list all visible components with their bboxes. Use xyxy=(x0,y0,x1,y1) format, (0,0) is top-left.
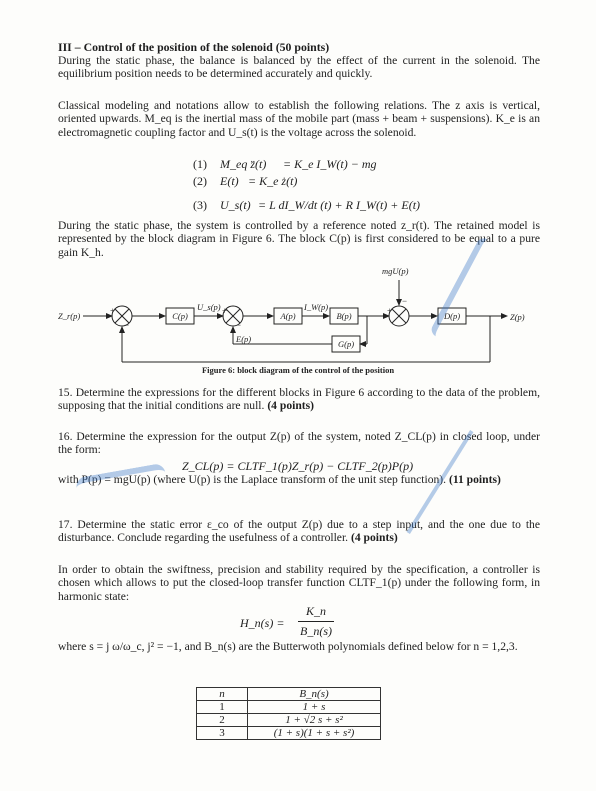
table-cell-n: 1 xyxy=(197,701,248,714)
equation-1-number: (1) xyxy=(193,157,207,171)
table-cell-n: 3 xyxy=(197,727,248,740)
equation-2-rhs: = K_e ż(t) xyxy=(248,174,298,188)
iw-label: I_W(p) xyxy=(304,302,329,312)
equation-3-rhs: = L dI_W/dt (t) + R I_W(t) + E(t) xyxy=(258,198,421,212)
question-16-text: Determine the expression for the output Z(p) of the system, noted Z_CL(p) in closed loop, under the form: xyxy=(58,430,540,457)
block-g-label: G(p) xyxy=(337,339,355,349)
table-row xyxy=(197,727,381,740)
section-heading: III – Control of the position of the solenoid (50 points) xyxy=(58,40,330,54)
question-16-with-text: with P(p) = mgU(p) (where U(p) is the Laplace transform of the unit step function). xyxy=(58,473,447,486)
hn-numerator: K_n xyxy=(305,604,326,618)
question-16-number: 16. xyxy=(58,430,73,443)
sum3-minus: − xyxy=(402,296,408,306)
table-header-row xyxy=(197,688,381,701)
block-d-label: D(p) xyxy=(443,311,461,321)
equation-3-number: (3) xyxy=(193,198,207,212)
model-paragraph: During the static phase, the system is controlled by a reference noted z_r(t). The retained model is represented by the block diagram in Figure 6. The block C(p) is first considered to be equal to a pure gain K_h. xyxy=(58,219,540,259)
table-row xyxy=(197,714,381,727)
question-16-equation: Z_CL(p) = CLTF_1(p)Z_r(p) − CLTF_2(p)P(p) xyxy=(182,459,414,473)
equation-3-lhs: U_s(t) xyxy=(220,198,251,212)
equation-2-number: (2) xyxy=(193,174,207,188)
question-17-text: Determine the static error ε_co of the output Z(p) due to a step input, and the one due to the disturbance. Conclude regarding the usefulness of a controller. xyxy=(58,518,540,545)
butterworth-table xyxy=(196,687,381,740)
block-c-label: C(p) xyxy=(172,311,188,321)
sum1-plus: + xyxy=(110,306,116,316)
hn-denominator: B_n(s) xyxy=(300,624,332,638)
output-label: Z(p) xyxy=(510,312,525,322)
question-15-points: (4 points) xyxy=(267,399,315,413)
table-cell-bn: (1 + s)(1 + s + s²) xyxy=(248,727,381,740)
table-cell-bn: 1 + s xyxy=(248,701,381,714)
input-label: Z_r(p) xyxy=(58,311,81,321)
us-label: U_s(p) xyxy=(197,302,221,312)
question-17-points: (4 points) xyxy=(350,531,398,545)
question-15 xyxy=(58,386,540,413)
question-15-number: 15. xyxy=(58,386,73,399)
table-cell-n: 2 xyxy=(197,714,248,727)
sum3-plus: + xyxy=(387,306,393,316)
sum2-minus: − xyxy=(236,320,242,330)
table-row xyxy=(197,701,381,714)
sum1-minus: − xyxy=(124,320,130,330)
equation-2-lhs: E(t) xyxy=(220,174,239,188)
question-17-number: 17. xyxy=(58,518,73,531)
controller-paragraph: In order to obtain the swiftness, precision and stability required by the specification, a controller is chosen which allows to put the closed-loop transfer function CLTF_1(p) under the following form, in harmonic state: xyxy=(58,563,540,603)
question-16-points: (11 points) xyxy=(448,473,501,486)
equation-1-rhs: = K_e I_W(t) − mg xyxy=(283,157,377,171)
question-15-text: Determine the expressions for the different blocks in Figure 6 according to the data of the problem, supposing that the initial conditions are null. xyxy=(58,386,540,413)
equation-1-lhs: M_eq z̈(t) xyxy=(220,157,267,171)
disturbance-label: mgU(p) xyxy=(382,266,409,276)
intro-paragraph-1: During the static phase, the balance is balanced by the effect of the current in the solenoid. The equilibrium position needs to be determined accurately and quickly. xyxy=(58,54,540,81)
block-a-label: A(p) xyxy=(280,311,296,321)
table-header-n: n xyxy=(197,688,248,701)
sum2-plus: + xyxy=(222,306,228,316)
hn-lhs: H_n(s) = xyxy=(240,616,285,630)
block-b-label: B(p) xyxy=(336,311,352,321)
hn-fraction-bar xyxy=(298,621,334,622)
table-cell-bn: 1 + √2 s + s² xyxy=(248,714,381,727)
ep-label: E(p) xyxy=(236,334,252,344)
figure-caption: Figure 6: block diagram of the control of the position xyxy=(201,365,395,375)
intro-paragraph-2: Classical modeling and notations allow to establish the following relations. The z axis is vertical, oriented upwards. M_eq is the inertial mass of the mobile part (mass + beam + suspensions). K_e is an electromagnetic coupling factor and U_s(t) is the voltage across the solenoid. xyxy=(58,99,540,139)
butterworth-where: where s = j ω/ω_c, j² = −1, and B_n(s) are the Butterwoth polynomials defined below for n = 1,2,3. xyxy=(58,640,518,653)
table-header-bn: B_n(s) xyxy=(248,688,381,701)
